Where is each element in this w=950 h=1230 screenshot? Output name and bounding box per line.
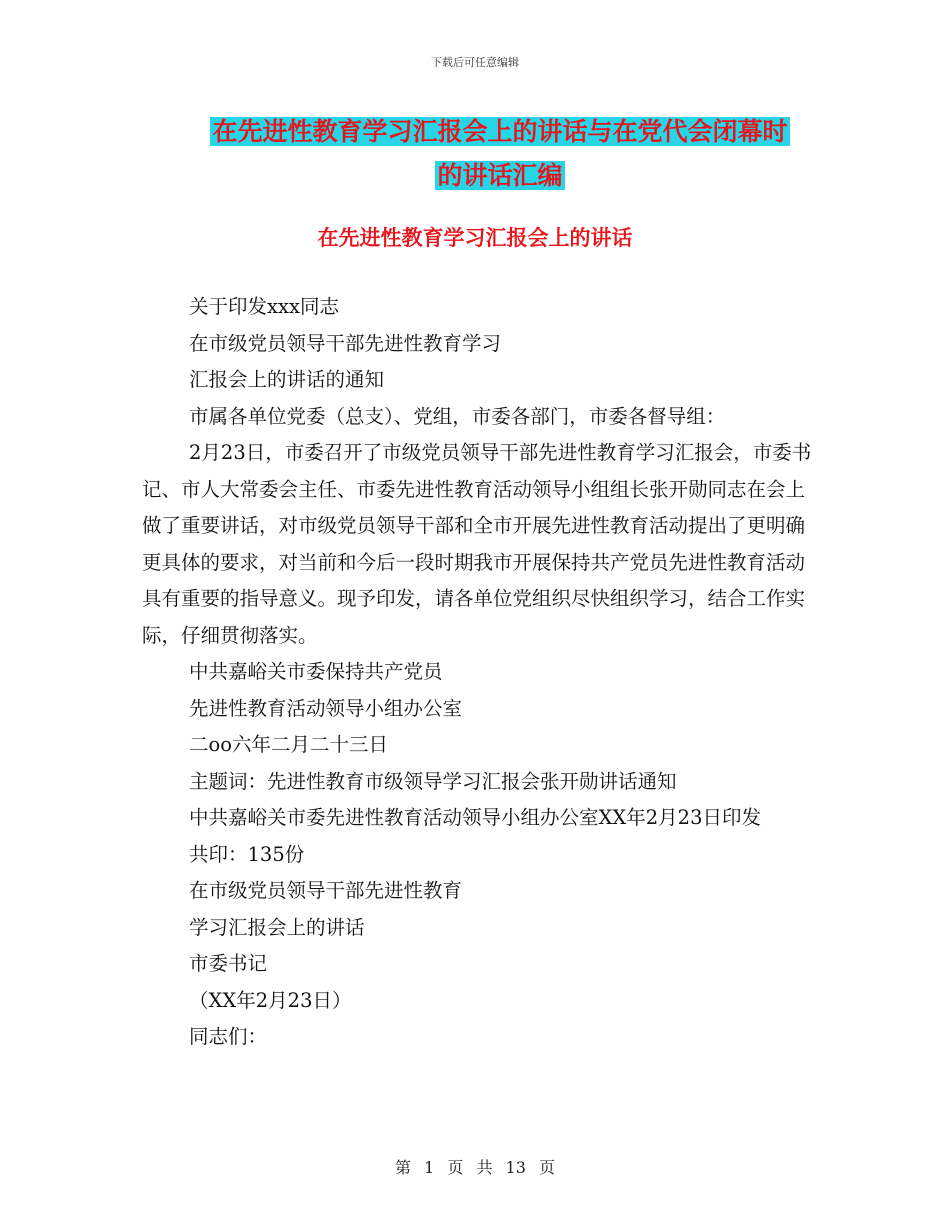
page-footer: 第 1 页 共 13 页 [395, 1158, 555, 1177]
paragraph-speech-title-1: 在市级党员领导干部先进性教育 [189, 879, 463, 902]
paragraph-speech-title-2: 学习汇报会上的讲话 [189, 915, 365, 939]
paragraph-notice-line-2: 在市级党员领导干部先进性教育学习 [189, 331, 502, 355]
section-title: 在先进性教育学习汇报会上的讲话 [317, 226, 633, 250]
paragraph-copies: 共印：135份 [189, 842, 305, 866]
paragraph-printed-by: 中共嘉峪关市委先进性教育活动领导小组办公室XX年2月23日印发 [189, 806, 761, 829]
title-line-2: 的讲话汇编 [437, 161, 563, 190]
body-text [142, 289, 818, 1056]
paragraph-notice-line-3: 汇报会上的讲话的通知 [189, 368, 385, 391]
paragraph-salutation: 同志们： [189, 1025, 268, 1048]
paragraph-notice-line-1: 关于印发xxx同志 [189, 295, 339, 318]
paragraph-speech-date: （XX年2月23日） [189, 988, 352, 1012]
document-title [140, 110, 860, 198]
paragraph-main-body: 2月23日，市委召开了市级党员领导干部先进性教育学习汇报会，市委书记、市人大常委会主任、市委先进性教育活动领导小组组长张开勋同志在会上做了重要讲话，对市级党员领导干部和全市开展先进性教育活动提出了更明确更具体的要求，对当前和今后一段时期我市开展保持共产党员先进性教育活动具有重要的指导意义。现予印发，请各单位党组织尽快组织学习，结合工作实际，仔细贯彻落实。 [142, 441, 812, 647]
header-note: 下载后可任意编辑 [431, 56, 519, 69]
title-line-1: 在先进性教育学习汇报会上的讲话与在党代会闭幕时 [212, 117, 788, 146]
paragraph-speaker: 市委书记 [189, 952, 268, 975]
paragraph-recipients: 市属各单位党委（总支）、党组，市委各部门，市委各督导组： [189, 404, 726, 428]
paragraph-keywords: 主题词：先进性教育市级领导学习汇报会张开勋讲话通知 [189, 769, 677, 793]
paragraph-issuer-line-1: 中共嘉峪关市委保持共产党员 [189, 660, 443, 683]
paragraph-issue-date: 二oo六年二月二十三日 [189, 733, 388, 756]
paragraph-issuer-line-2: 先进性教育活动领导小组办公室 [189, 696, 463, 720]
